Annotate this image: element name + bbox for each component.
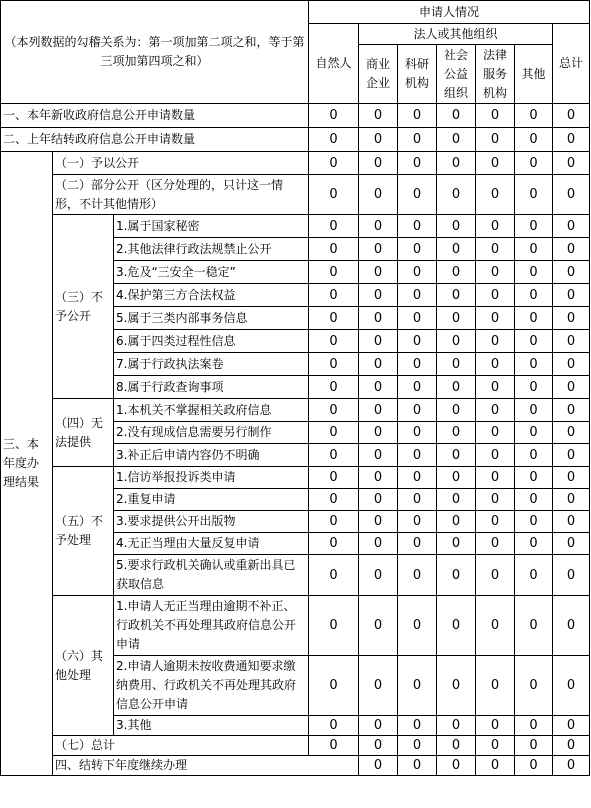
count-cell: 0 [359,215,398,238]
row-new-requests: 一、本年新收政府信息公开申请数量 [1,104,309,128]
count-cell: 0 [359,175,398,215]
count-cell: 0 [515,596,553,656]
count-cell: 0 [553,533,590,555]
count-cell: 0 [398,376,437,399]
unable-provide-reason: 2.没有现成信息需要另行制作 [114,422,309,444]
count-cell: 0 [398,533,437,555]
count-cell: 0 [309,175,359,215]
count-cell: 0 [359,152,398,175]
other-header: 其他 [515,45,553,104]
table-row [1,104,590,128]
count-cell: 0 [553,399,590,422]
count-cell: 0 [553,104,590,128]
count-cell: 0 [398,511,437,533]
count-cell: 0 [309,128,359,152]
count-cell: 0 [553,555,590,596]
count-cell: 0 [515,467,553,489]
count-cell: 0 [553,656,590,716]
count-cell: 0 [398,736,437,756]
count-cell: 0 [309,489,359,511]
count-cell: 0 [309,467,359,489]
count-cell: 0 [437,376,476,399]
table-row [1,215,590,238]
count-cell: 0 [476,736,515,756]
count-cell: 0 [553,215,590,238]
group-unable-provide: （四）无法提供 [53,399,114,467]
count-cell: 0 [398,656,437,716]
count-cell: 0 [309,555,359,596]
count-cell: 0 [437,238,476,261]
count-cell: 0 [476,555,515,596]
count-cell: 0 [437,756,476,776]
count-cell: 0 [398,284,437,307]
count-cell: 0 [398,152,437,175]
row-disclosed: （一）予以公开 [53,152,309,175]
count-cell: 0 [309,399,359,422]
table-row [1,399,590,422]
research-header: 科研机构 [398,45,437,104]
count-cell: 0 [359,330,398,353]
table-row [1,175,590,215]
count-cell: 0 [476,152,515,175]
count-cell: 0 [437,467,476,489]
count-cell: 0 [437,215,476,238]
not-disclosed-reason: 3.危及“三安全一稳定” [114,261,309,284]
group-other-handling: （六）其他处理 [53,596,114,736]
count-cell: 0 [309,422,359,444]
row-partial-disclosed: （二）部分公开（区分处理的，只计这一情形，不计其他情形） [53,175,309,215]
count-cell: 0 [515,152,553,175]
count-cell: 0 [398,596,437,656]
count-cell: 0 [476,128,515,152]
not-disclosed-reason: 6.属于四类过程性信息 [114,330,309,353]
section-results-label: 三、本年度办理结果 [1,152,53,776]
count-cell: 0 [476,444,515,467]
count-cell: 0 [515,238,553,261]
count-cell: 0 [359,555,398,596]
count-cell: 0 [476,353,515,376]
not-disclosed-reason: 2.其他法律行政法规禁止公开 [114,238,309,261]
count-cell: 0 [437,353,476,376]
row-carried-over: 二、上年结转政府信息公开申请数量 [1,128,309,152]
count-cell: 0 [437,555,476,596]
count-cell: 0 [359,656,398,716]
count-cell: 0 [398,330,437,353]
not-processed-reason: 5.要求行政机关确认或重新出具已获取信息 [114,555,309,596]
unable-provide-reason: 1.本机关不掌握相关政府信息 [114,399,309,422]
count-cell: 0 [515,261,553,284]
count-cell: 0 [515,422,553,444]
count-cell: 0 [553,284,590,307]
count-cell: 0 [309,533,359,555]
not-disclosed-reason: 7.属于行政执法案卷 [114,353,309,376]
count-cell: 0 [515,489,553,511]
count-cell: 0 [515,656,553,716]
count-cell: 0 [515,104,553,128]
count-cell: 0 [437,736,476,756]
count-cell: 0 [398,422,437,444]
count-cell: 0 [309,330,359,353]
count-cell: 0 [437,422,476,444]
table-row [1,152,590,175]
count-cell: 0 [359,444,398,467]
row-results-total: （七）总计 [53,736,309,756]
other-handling-reason: 2.申请人逾期未按收费通知要求缴纳费用、行政机关不再处理其政府信息公开申请 [114,656,309,716]
total-header: 总计 [553,24,590,104]
not-processed-reason: 3.要求提供公开出版物 [114,511,309,533]
count-cell: 0 [553,376,590,399]
count-cell: 0 [515,215,553,238]
count-cell: 0 [359,128,398,152]
count-cell: 0 [359,376,398,399]
count-cell: 0 [437,307,476,330]
count-cell: 0 [553,175,590,215]
count-cell: 0 [309,736,359,756]
count-cell: 0 [359,104,398,128]
count-cell: 0 [398,175,437,215]
count-cell: 0 [437,596,476,656]
legal-group-header: 法人或其他组织 [359,24,553,45]
count-cell: 0 [398,215,437,238]
count-cell: 0 [359,467,398,489]
count-cell: 0 [309,238,359,261]
count-cell: 0 [437,128,476,152]
relationship-note: （本列数据的勾稽关系为：第一项加第二项之和，等于第三项加第四项之和） [1,1,309,104]
count-cell: 0 [309,152,359,175]
count-cell: 0 [553,756,590,776]
count-cell: 0 [515,307,553,330]
count-cell: 0 [359,511,398,533]
count-cell: 0 [553,511,590,533]
count-cell: 0 [476,261,515,284]
count-cell: 0 [309,716,359,736]
count-cell: 0 [553,261,590,284]
count-cell: 0 [476,656,515,716]
count-cell: 0 [437,656,476,716]
count-cell: 0 [476,175,515,215]
count-cell: 0 [476,716,515,736]
count-cell: 0 [437,399,476,422]
count-cell: 0 [359,238,398,261]
count-cell: 0 [553,330,590,353]
count-cell: 0 [476,284,515,307]
count-cell: 0 [359,489,398,511]
count-cell: 0 [553,467,590,489]
count-cell: 0 [476,756,515,776]
count-cell: 0 [309,261,359,284]
count-cell: 0 [359,422,398,444]
count-cell: 0 [309,215,359,238]
count-cell: 0 [398,756,437,776]
count-cell: 0 [476,422,515,444]
other-handling-reason: 3.其他 [114,716,309,736]
count-cell: 0 [309,104,359,128]
count-cell: 0 [359,756,398,776]
count-cell: 0 [476,596,515,656]
count-cell: 0 [553,353,590,376]
count-cell: 0 [553,444,590,467]
count-cell: 0 [398,128,437,152]
count-cell: 0 [398,238,437,261]
count-cell: 0 [437,330,476,353]
count-cell: 0 [476,511,515,533]
count-cell: 0 [553,238,590,261]
count-cell: 0 [515,533,553,555]
count-cell: 0 [515,555,553,596]
table-row [1,736,590,756]
not-processed-reason: 2.重复申请 [114,489,309,511]
count-cell: 0 [309,511,359,533]
count-cell: 0 [476,238,515,261]
count-cell: 0 [515,128,553,152]
count-cell: 0 [553,307,590,330]
group-not-disclosed: （三）不予公开 [53,215,114,399]
count-cell: 0 [309,284,359,307]
count-cell: 0 [476,215,515,238]
count-cell: 0 [359,307,398,330]
not-processed-reason: 4.无正当理由大量反复申请 [114,533,309,555]
applicant-header: 申请人情况 [309,1,590,24]
table-row [1,596,590,656]
count-cell: 0 [309,596,359,656]
count-cell: 0 [437,152,476,175]
count-cell: 0 [515,444,553,467]
count-cell: 0 [398,555,437,596]
count-cell: 0 [515,736,553,756]
count-cell: 0 [437,444,476,467]
commercial-header: 商业企业 [359,45,398,104]
count-cell: 0 [476,104,515,128]
not-processed-reason: 1.信访举报投诉类申请 [114,467,309,489]
table-row [1,467,590,489]
other-handling-reason: 1.申请人无正当理由逾期不补正、行政机关不再处理其政府信息公开申请 [114,596,309,656]
table-row [1,756,590,776]
count-cell: 0 [359,261,398,284]
count-cell: 0 [437,533,476,555]
count-cell: 0 [515,284,553,307]
count-cell: 0 [553,422,590,444]
count-cell: 0 [515,376,553,399]
count-cell: 0 [476,399,515,422]
count-cell: 0 [476,376,515,399]
count-cell: 0 [476,467,515,489]
count-cell: 0 [398,307,437,330]
count-cell: 0 [553,716,590,736]
count-cell: 0 [398,261,437,284]
unable-provide-reason: 3.补正后申请内容仍不明确 [114,444,309,467]
not-disclosed-reason: 4.保护第三方合法权益 [114,284,309,307]
count-cell: 0 [437,175,476,215]
count-cell: 0 [309,353,359,376]
count-cell: 0 [476,533,515,555]
count-cell: 0 [553,152,590,175]
natural-person-header: 自然人 [309,24,359,104]
count-cell: 0 [309,376,359,399]
not-disclosed-reason: 5.属于三类内部事务信息 [114,307,309,330]
count-cell: 0 [437,716,476,736]
count-cell: 0 [515,399,553,422]
table-row [1,128,590,152]
count-cell: 0 [437,284,476,307]
count-cell: 0 [359,399,398,422]
count-cell: 0 [515,756,553,776]
count-cell: 0 [398,104,437,128]
count-cell: 0 [309,444,359,467]
count-cell: 0 [309,656,359,716]
count-cell: 0 [359,736,398,756]
count-cell: 0 [359,596,398,656]
count-cell: 0 [309,307,359,330]
legal-service-header: 法律服务机构 [476,45,515,104]
count-cell: 0 [398,399,437,422]
row-carry-forward: 四、结转下年度继续办理 [53,756,359,776]
count-cell: 0 [437,261,476,284]
count-cell: 0 [476,489,515,511]
social-header: 社会公益组织 [437,45,476,104]
count-cell: 0 [359,716,398,736]
count-cell: 0 [515,330,553,353]
count-cell: 0 [398,444,437,467]
count-cell: 0 [515,175,553,215]
count-cell: 0 [553,596,590,656]
count-cell: 0 [515,716,553,736]
group-not-processed: （五）不予处理 [53,467,114,596]
count-cell: 0 [359,353,398,376]
count-cell: 0 [515,511,553,533]
count-cell: 0 [437,511,476,533]
count-cell: 0 [398,467,437,489]
count-cell: 0 [359,533,398,555]
count-cell: 0 [553,736,590,756]
count-cell: 0 [398,489,437,511]
count-cell: 0 [437,489,476,511]
count-cell: 0 [437,104,476,128]
not-disclosed-reason: 1.属于国家秘密 [114,215,309,238]
count-cell: 0 [398,716,437,736]
count-cell: 0 [515,353,553,376]
count-cell: 0 [476,330,515,353]
count-cell: 0 [359,284,398,307]
count-cell: 0 [553,128,590,152]
not-disclosed-reason: 8.属于行政查询事项 [114,376,309,399]
count-cell: 0 [553,489,590,511]
count-cell: 0 [398,353,437,376]
count-cell: 0 [476,307,515,330]
